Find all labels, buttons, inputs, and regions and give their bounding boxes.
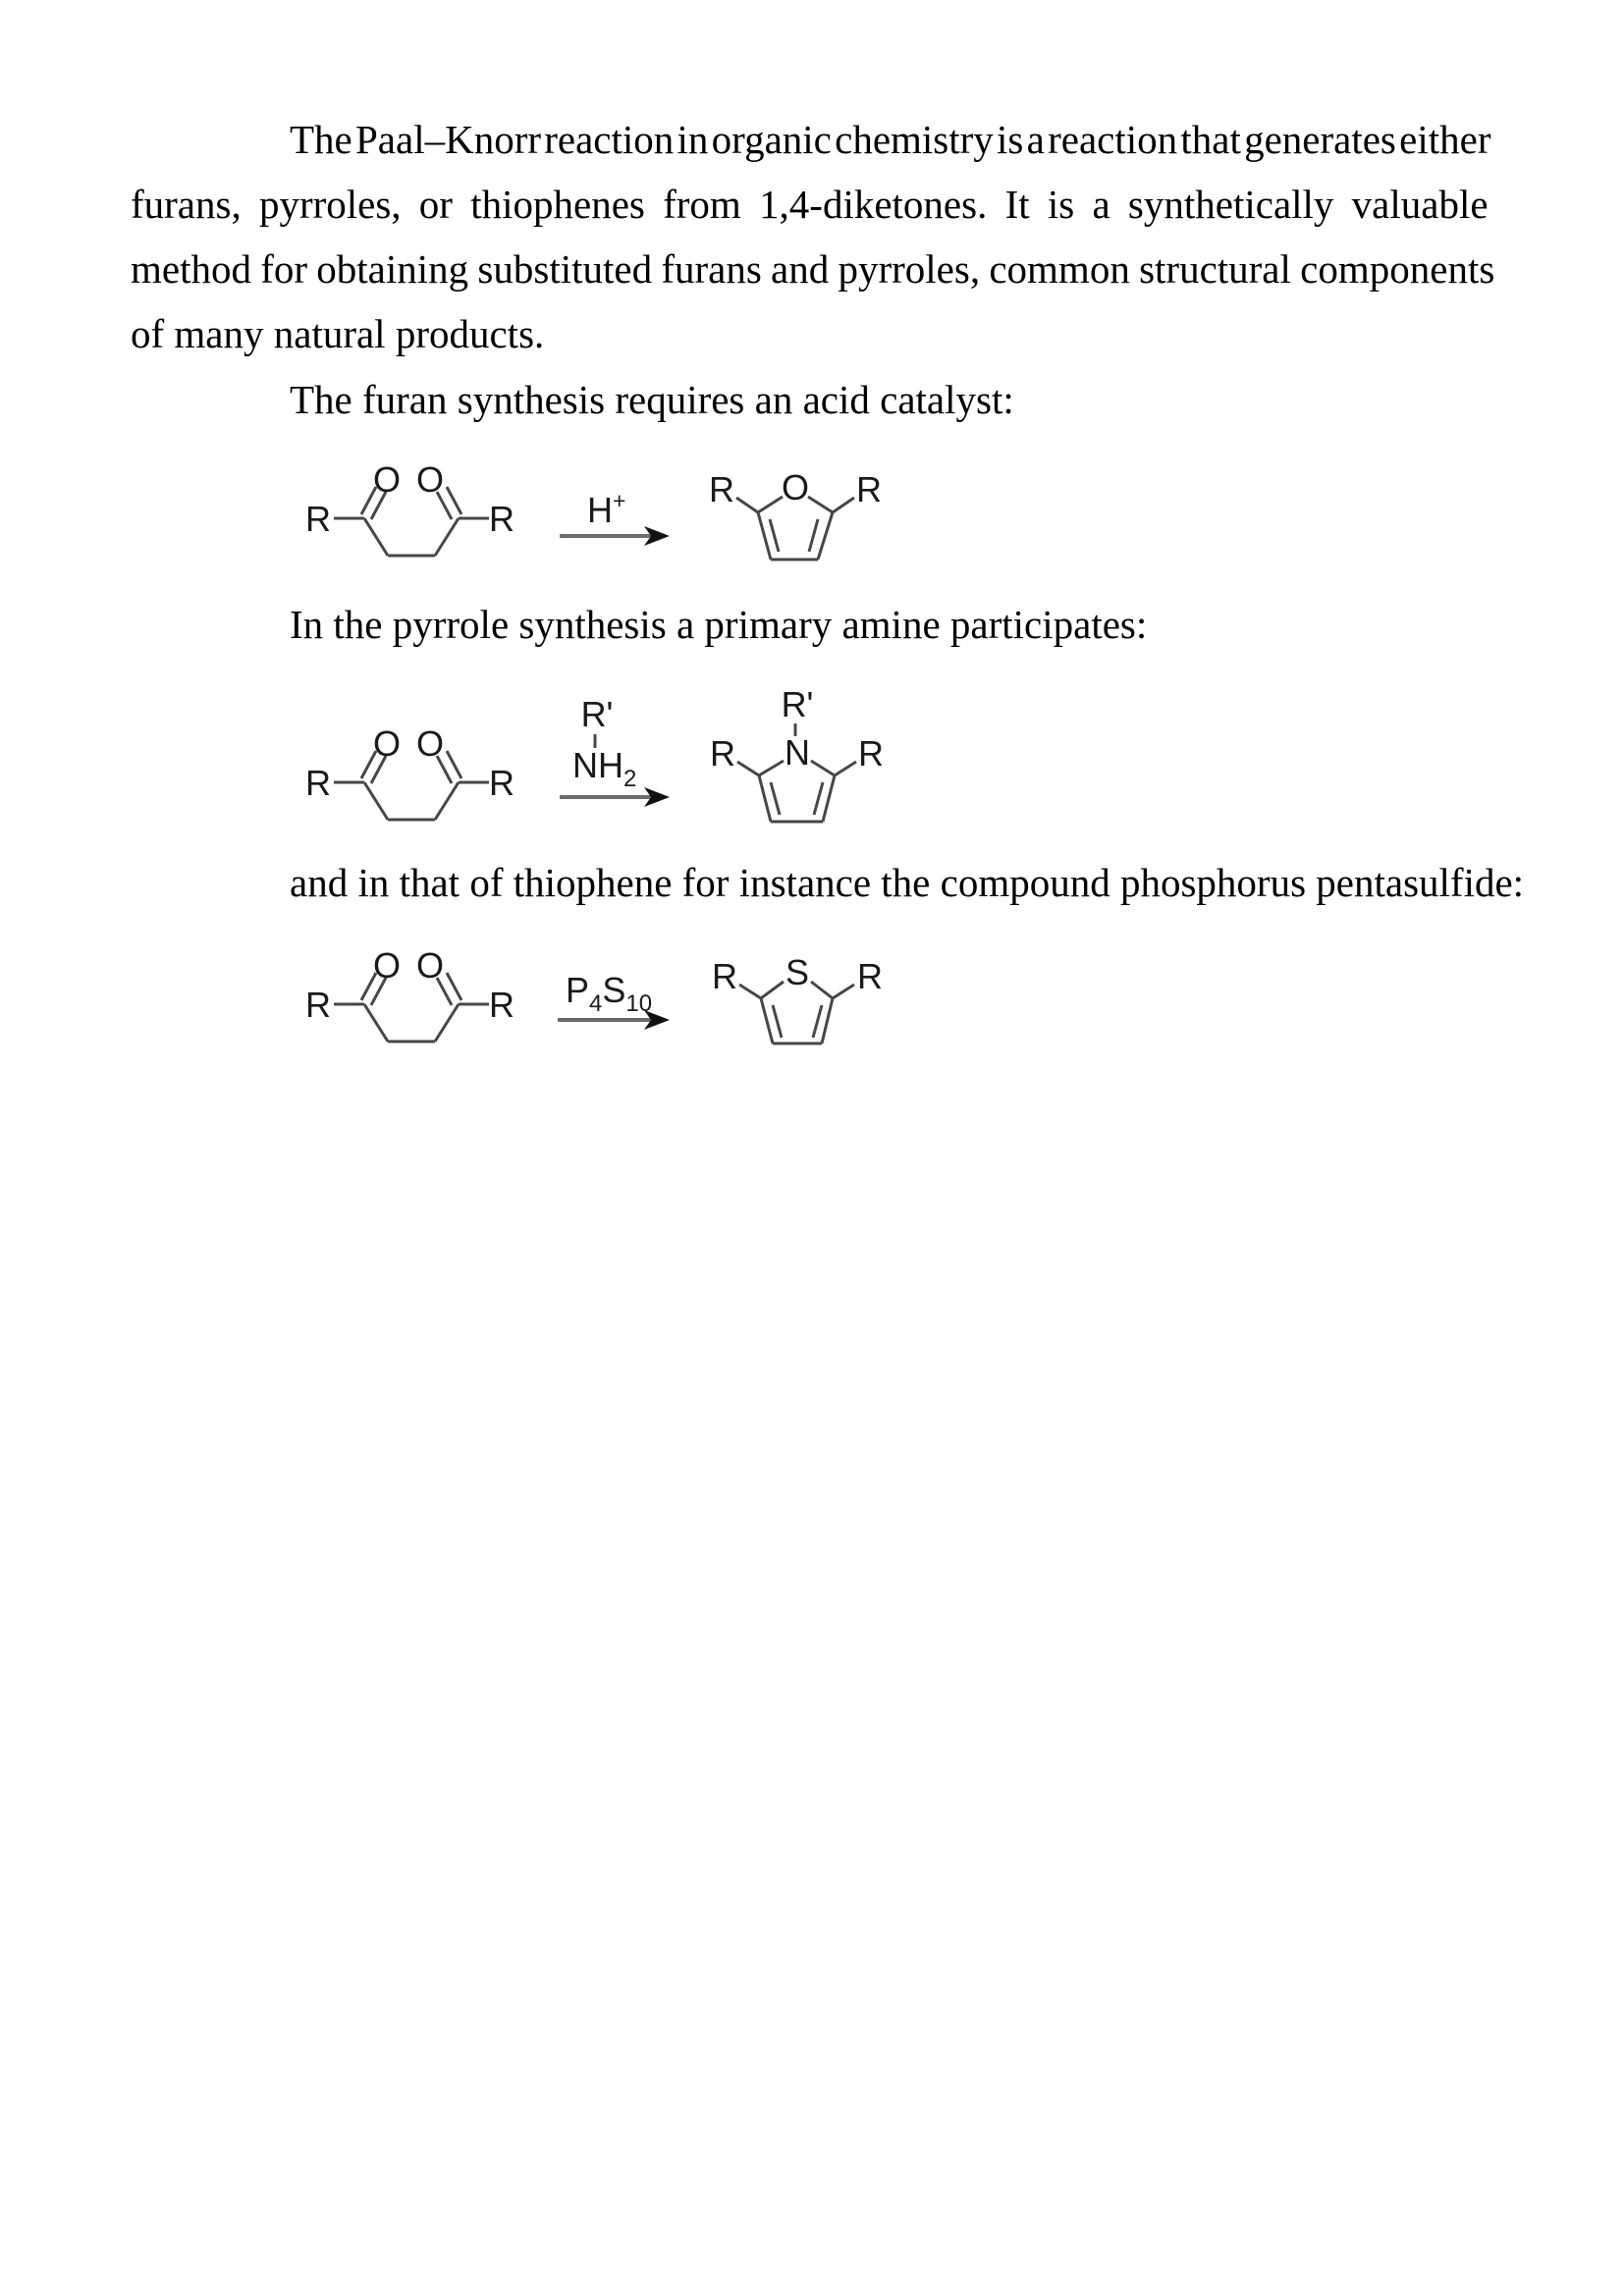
r-group-label: R xyxy=(489,985,514,1025)
amine-label: $NH_2$ xyxy=(572,745,637,792)
text-line: and in that of thiophene for instance the compound phosphorus pentasulfide: xyxy=(290,860,1525,905)
oxygen-label: O xyxy=(415,945,445,986)
paragraph-thiophene-intro xyxy=(131,850,1525,915)
diketone-structure xyxy=(305,459,514,556)
phosphorus-pentasulfide-label: $P_4S_{10}$ xyxy=(566,970,653,1017)
r-group-label: R xyxy=(709,469,734,509)
text-line: method for obtaining substituted furans and pyrroles, common structural components xyxy=(131,246,1495,292)
oxygen-label: O xyxy=(415,459,445,500)
furan-product-structure xyxy=(709,467,882,560)
sulfur-label: S xyxy=(785,952,810,992)
reaction-arrow xyxy=(560,694,670,807)
paragraph-furan-intro xyxy=(131,367,1493,432)
oxygen-label: O xyxy=(372,723,402,764)
pyrrole-product-structure xyxy=(710,684,884,822)
r-group-label: R xyxy=(489,763,514,803)
oxygen-label: O xyxy=(372,945,402,986)
oxygen-label: O xyxy=(372,459,402,500)
text-line: furans, pyrroles, or thiophenes from 1,4-diketones. It is a synthetically valuable xyxy=(131,182,1489,227)
acid-catalyst-label: H+ xyxy=(587,488,626,530)
r-group-label: R xyxy=(856,469,882,509)
reaction-arrow xyxy=(560,488,670,546)
oxygen-label: O xyxy=(781,467,810,507)
text-line: In the pyrrole synthesis a primary amine participates: xyxy=(290,602,1148,647)
scheme-thiophene-synthesis xyxy=(275,923,923,1080)
text-line: The Paal–Knorr reaction in organic chemistry is a reaction that generates either xyxy=(290,117,1491,162)
text-line: The furan synthesis requires an acid catalyst: xyxy=(290,377,1014,422)
diketone-structure xyxy=(305,723,514,820)
scheme-pyrrole-synthesis xyxy=(275,677,923,859)
thiophene-product-structure xyxy=(712,952,883,1043)
text-line: of many natural products. xyxy=(131,311,545,356)
reaction-arrow xyxy=(558,970,670,1030)
r-group-label: R xyxy=(305,985,331,1025)
r-group-label: R xyxy=(857,956,883,996)
r-group-label: R xyxy=(489,499,514,539)
n-substituent-label: R' xyxy=(781,684,814,724)
oxygen-label: O xyxy=(415,723,445,764)
nitrogen-label: N xyxy=(785,732,810,773)
paragraph-intro xyxy=(131,107,1493,366)
r-group-label: R xyxy=(305,499,331,539)
r-group-label: R xyxy=(858,733,884,774)
amine-r-label: R' xyxy=(580,694,614,734)
diketone-structure xyxy=(305,945,514,1041)
paragraph-pyrrole-intro xyxy=(131,592,1493,657)
r-group-label: R xyxy=(712,956,737,996)
r-group-label: R xyxy=(710,733,735,774)
r-group-label: R xyxy=(305,763,331,803)
